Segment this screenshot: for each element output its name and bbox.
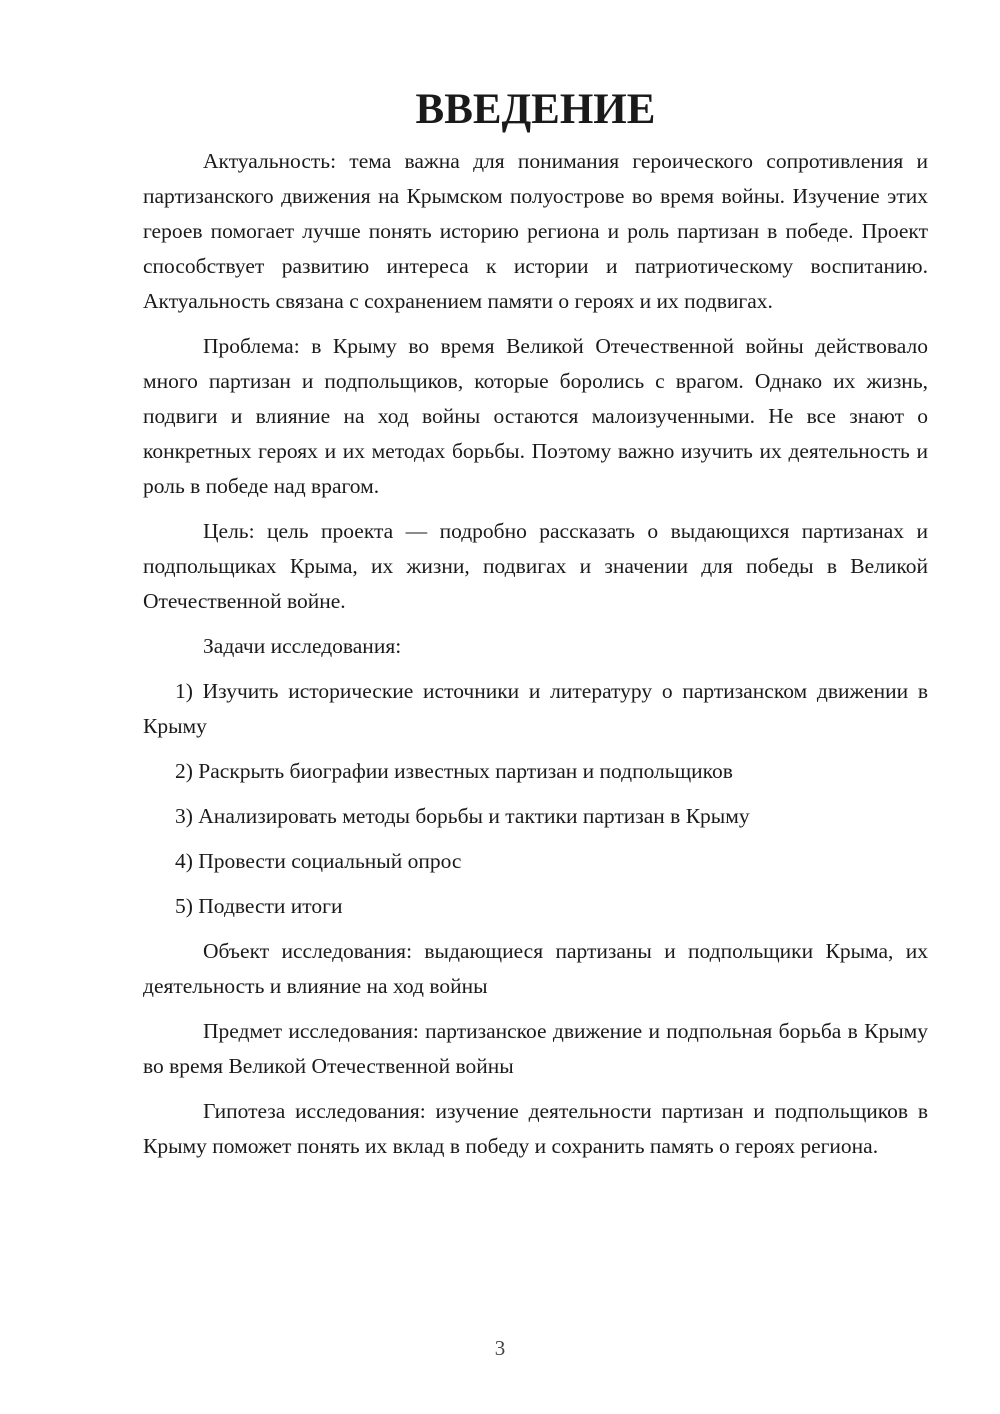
paragraph-relevance: Актуальность: тема важна для понимания героического сопротивления и партизанского движения на Крымском полуострове во время войны. Изучение этих героев помогает лучше понять историю региона и роль партизан в победе. Проект способствует развитию интереса к истории и патриотическому воспитанию. Актуальность связана с сохранением памяти о героях и их подвигах. [143,149,928,313]
paragraph-hypothesis: Гипотеза исследования: изучение деятельности партизан и подпольщиков в Крыму поможет понять их вклад в победу и сохранить память о героях региона. [143,1099,928,1158]
paragraph-goal: Цель: цель проекта — подробно рассказать о выдающихся партизанах и подпольщиках Крыма, их жизни, подвигах и значении для победы в Великой Отечественной войне. [143,519,928,613]
page-title: ВВЕДЕНИЕ [415,86,656,133]
task-item-4: 4) Провести социальный опрос [175,849,462,873]
page-number: 3 [494,1336,506,1360]
tasks-heading: Задачи исследования: [203,634,402,658]
paragraph-subject: Предмет исследования: партизанское движение и подпольная борьба в Крыму во время Великой Отечественной войны [143,1019,928,1078]
task-item-5: 5) Подвести итоги [175,894,343,918]
paragraph-object: Объект исследования: выдающиеся партизаны и подпольщики Крыма, их деятельность и влияние на ход войны [143,939,928,998]
paragraph-problem: Проблема: в Крыму во время Великой Отечественной войны действовало много партизан и подпольщиков, которые боролись с врагом. Однако их жизнь, подвиги и влияние на ход войны остаются малоизученными. Не все знают о конкретных героях и их методах борьбы. Поэтому важно изучить их деятельность и роль в победе над врагом. [143,334,928,498]
task-item-2: 2) Раскрыть биографии известных партизан и подпольщиков [175,759,733,783]
task-item-1: 1) Изучить исторические источники и литературу о партизанском движении в Крыму [143,679,928,738]
document-page [143,86,928,1174]
task-item-3: 3) Анализировать методы борьбы и тактики партизан в Крыму [175,804,750,828]
